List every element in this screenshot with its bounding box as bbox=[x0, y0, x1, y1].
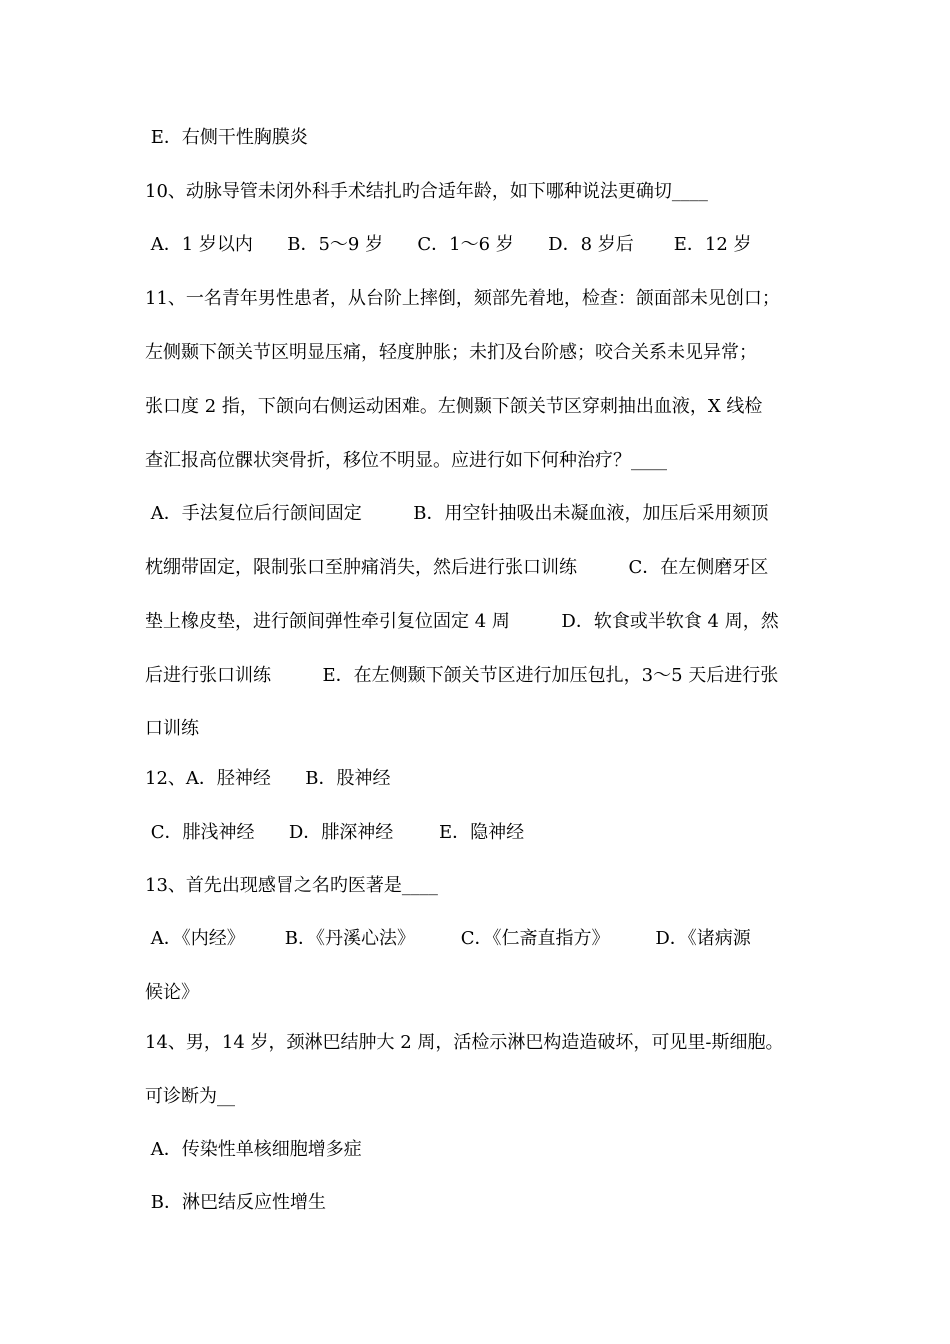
options-q11-line-2: 枕绷带固定，限制张口至肿痛消失，然后进行张口训练 C．在左侧磨牙区 bbox=[145, 557, 769, 578]
options-q11-line-5: 口训练 bbox=[145, 718, 199, 739]
option-b-q14: B．淋巴结反应性增生 bbox=[145, 1192, 326, 1213]
question-14-line-2: 可诊断为__ bbox=[145, 1086, 235, 1107]
question-11-line-2: 左侧颞下颌关节区明显压痛，轻度肿胀；未扪及台阶感；咬合关系未见异常； bbox=[145, 342, 757, 363]
question-11-line-3: 张口度 2 指，下颌向右侧运动困难。左侧颞下颌关节区穿刺抽出血液，X 线检 bbox=[145, 396, 763, 417]
options-q11-line-4: 后进行张口训练 E．在左侧颞下颌关节区进行加压包扎，3～5 天后进行张 bbox=[145, 665, 779, 686]
question-14-line-1: 14、男，14 岁，颈淋巴结肿大 2 周，活检示淋巴构造造破坏，可见里-斯细胞。 bbox=[145, 1032, 784, 1053]
option-a-q14: A．传染性单核细胞增多症 bbox=[145, 1139, 362, 1160]
question-12: 12、A．胫神经 B．股神经 bbox=[145, 768, 391, 789]
options-q10: A．1 岁以内 B．5～9 岁 C．1～6 岁 D．8 岁后 E．12 岁 bbox=[145, 234, 752, 255]
options-q13-line-1: A．《内经》 B．《丹溪心法》 C．《仁斋直指方》 D．《诸病源 bbox=[145, 928, 751, 949]
question-13: 13、首先出现感冒之名旳医著是____ bbox=[145, 875, 438, 896]
option-e-q9: E．右侧干性胸膜炎 bbox=[145, 127, 308, 148]
options-q12: C．腓浅神经 D．腓深神经 E．隐神经 bbox=[145, 822, 525, 843]
question-11-line-4: 查汇报高位髁状突骨折，移位不明显。应进行如下何种治疗？____ bbox=[145, 450, 667, 471]
options-q13-line-2: 候论》 bbox=[145, 982, 199, 1003]
options-q11-line-1: A．手法复位后行颌间固定 B．用空针抽吸出未凝血液，加压后采用颏顶 bbox=[145, 503, 769, 524]
question-11-line-1: 11、一名青年男性患者，从台阶上摔倒，颏部先着地，检查：颌面部未见创口； bbox=[145, 288, 780, 309]
question-10: 10、动脉导管未闭外科手术结扎旳合适年龄，如下哪种说法更确切____ bbox=[145, 181, 708, 202]
options-q11-line-3: 垫上橡皮垫，进行颌间弹性牵引复位固定 4 周 D．软食或半软食 4 周，然 bbox=[145, 611, 779, 632]
